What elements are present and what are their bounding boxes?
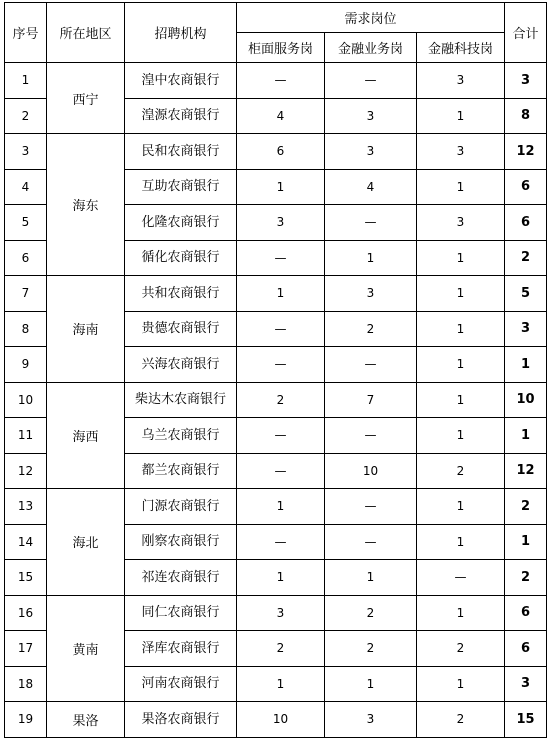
cell-finance: 2 — [325, 631, 417, 667]
cell-tech: 1 — [417, 382, 505, 418]
cell-total: 1 — [505, 524, 547, 560]
cell-seq: 9 — [5, 347, 47, 383]
cell-finance: 3 — [325, 276, 417, 312]
cell-teller: 4 — [237, 98, 325, 134]
cell-org: 同仁农商银行 — [125, 595, 237, 631]
cell-org: 柴达木农商银行 — [125, 382, 237, 418]
recruitment-table — [4, 2, 547, 738]
cell-org: 门源农商银行 — [125, 489, 237, 525]
table-row — [5, 134, 547, 170]
cell-tech: 1 — [417, 169, 505, 205]
cell-finance: 3 — [325, 134, 417, 170]
cell-org: 共和农商银行 — [125, 276, 237, 312]
cell-seq: 6 — [5, 240, 47, 276]
cell-seq: 19 — [5, 702, 47, 738]
cell-seq: 3 — [5, 134, 47, 170]
cell-teller: 3 — [237, 595, 325, 631]
cell-tech: 1 — [417, 98, 505, 134]
table-row — [5, 276, 547, 312]
cell-tech: 2 — [417, 702, 505, 738]
header-org: 招聘机构 — [125, 3, 237, 63]
cell-finance: — — [325, 63, 417, 99]
cell-region: 海东 — [47, 134, 125, 276]
cell-total: 2 — [505, 240, 547, 276]
cell-tech: 1 — [417, 347, 505, 383]
cell-teller: 1 — [237, 276, 325, 312]
cell-seq: 8 — [5, 311, 47, 347]
cell-finance: 2 — [325, 595, 417, 631]
cell-teller: 2 — [237, 382, 325, 418]
cell-finance: — — [325, 205, 417, 241]
cell-tech: 1 — [417, 595, 505, 631]
cell-teller: 1 — [237, 666, 325, 702]
header-seq: 序号 — [5, 3, 47, 63]
cell-teller: 6 — [237, 134, 325, 170]
cell-total: 1 — [505, 418, 547, 454]
cell-teller: — — [237, 418, 325, 454]
cell-total: 10 — [505, 382, 547, 418]
cell-teller: 1 — [237, 489, 325, 525]
cell-finance: — — [325, 524, 417, 560]
cell-seq: 15 — [5, 560, 47, 596]
cell-total: 6 — [505, 631, 547, 667]
table-row — [5, 63, 547, 99]
cell-tech: 3 — [417, 205, 505, 241]
header-demand: 需求岗位 — [237, 3, 505, 33]
cell-teller: 2 — [237, 631, 325, 667]
cell-total: 8 — [505, 98, 547, 134]
cell-seq: 4 — [5, 169, 47, 205]
table-row — [5, 382, 547, 418]
cell-teller: — — [237, 240, 325, 276]
cell-seq: 12 — [5, 453, 47, 489]
cell-seq: 2 — [5, 98, 47, 134]
table-row — [5, 489, 547, 525]
cell-total: 6 — [505, 169, 547, 205]
cell-tech: 2 — [417, 631, 505, 667]
cell-org: 互助农商银行 — [125, 169, 237, 205]
cell-finance: 3 — [325, 98, 417, 134]
cell-total: 6 — [505, 595, 547, 631]
cell-teller: 3 — [237, 205, 325, 241]
cell-seq: 10 — [5, 382, 47, 418]
cell-region: 海南 — [47, 276, 125, 383]
cell-region: 海北 — [47, 489, 125, 596]
cell-seq: 1 — [5, 63, 47, 99]
header-tech: 金融科技岗 — [417, 33, 505, 63]
cell-finance: 10 — [325, 453, 417, 489]
cell-total: 15 — [505, 702, 547, 738]
cell-teller: 1 — [237, 560, 325, 596]
cell-total: 12 — [505, 134, 547, 170]
cell-total: 12 — [505, 453, 547, 489]
cell-tech: 2 — [417, 453, 505, 489]
cell-finance: — — [325, 489, 417, 525]
cell-tech: 1 — [417, 418, 505, 454]
header-teller: 柜面服务岗 — [237, 33, 325, 63]
cell-seq: 16 — [5, 595, 47, 631]
cell-org: 湟源农商银行 — [125, 98, 237, 134]
cell-teller: — — [237, 347, 325, 383]
cell-org: 循化农商银行 — [125, 240, 237, 276]
cell-finance: 3 — [325, 702, 417, 738]
cell-seq: 5 — [5, 205, 47, 241]
cell-seq: 11 — [5, 418, 47, 454]
cell-region: 果洛 — [47, 702, 125, 738]
cell-tech: 1 — [417, 240, 505, 276]
cell-org: 湟中农商银行 — [125, 63, 237, 99]
cell-teller: — — [237, 524, 325, 560]
cell-org: 化隆农商银行 — [125, 205, 237, 241]
cell-seq: 7 — [5, 276, 47, 312]
cell-tech: 1 — [417, 666, 505, 702]
cell-seq: 18 — [5, 666, 47, 702]
cell-total: 3 — [505, 666, 547, 702]
cell-seq: 14 — [5, 524, 47, 560]
cell-org: 刚察农商银行 — [125, 524, 237, 560]
cell-teller: 10 — [237, 702, 325, 738]
cell-tech: 1 — [417, 311, 505, 347]
cell-finance: — — [325, 347, 417, 383]
cell-org: 果洛农商银行 — [125, 702, 237, 738]
cell-tech: 1 — [417, 276, 505, 312]
cell-region: 西宁 — [47, 63, 125, 134]
cell-tech: 1 — [417, 524, 505, 560]
cell-teller: — — [237, 63, 325, 99]
cell-total: 2 — [505, 560, 547, 596]
cell-org: 兴海农商银行 — [125, 347, 237, 383]
cell-org: 泽库农商银行 — [125, 631, 237, 667]
cell-org: 祁连农商银行 — [125, 560, 237, 596]
cell-org: 都兰农商银行 — [125, 453, 237, 489]
cell-org: 乌兰农商银行 — [125, 418, 237, 454]
cell-finance: 1 — [325, 666, 417, 702]
cell-org: 河南农商银行 — [125, 666, 237, 702]
cell-region: 海西 — [47, 382, 125, 489]
cell-finance: 4 — [325, 169, 417, 205]
cell-tech: 3 — [417, 134, 505, 170]
cell-region: 黄南 — [47, 595, 125, 702]
cell-total: 2 — [505, 489, 547, 525]
cell-tech: 1 — [417, 489, 505, 525]
cell-finance: 1 — [325, 240, 417, 276]
header-total: 合计 — [505, 3, 547, 63]
cell-tech: 3 — [417, 63, 505, 99]
cell-total: 1 — [505, 347, 547, 383]
table-row — [5, 595, 547, 631]
cell-teller: — — [237, 311, 325, 347]
cell-org: 贵德农商银行 — [125, 311, 237, 347]
cell-total: 3 — [505, 311, 547, 347]
cell-finance: — — [325, 418, 417, 454]
cell-total: 6 — [505, 205, 547, 241]
cell-finance: 7 — [325, 382, 417, 418]
cell-total: 5 — [505, 276, 547, 312]
table-row — [5, 702, 547, 738]
header-finance: 金融业务岗 — [325, 33, 417, 63]
cell-seq: 17 — [5, 631, 47, 667]
cell-teller: — — [237, 453, 325, 489]
cell-tech: — — [417, 560, 505, 596]
cell-teller: 1 — [237, 169, 325, 205]
header-region: 所在地区 — [47, 3, 125, 63]
cell-finance: 1 — [325, 560, 417, 596]
cell-seq: 13 — [5, 489, 47, 525]
table-body — [5, 63, 547, 738]
cell-total: 3 — [505, 63, 547, 99]
cell-org: 民和农商银行 — [125, 134, 237, 170]
cell-finance: 2 — [325, 311, 417, 347]
